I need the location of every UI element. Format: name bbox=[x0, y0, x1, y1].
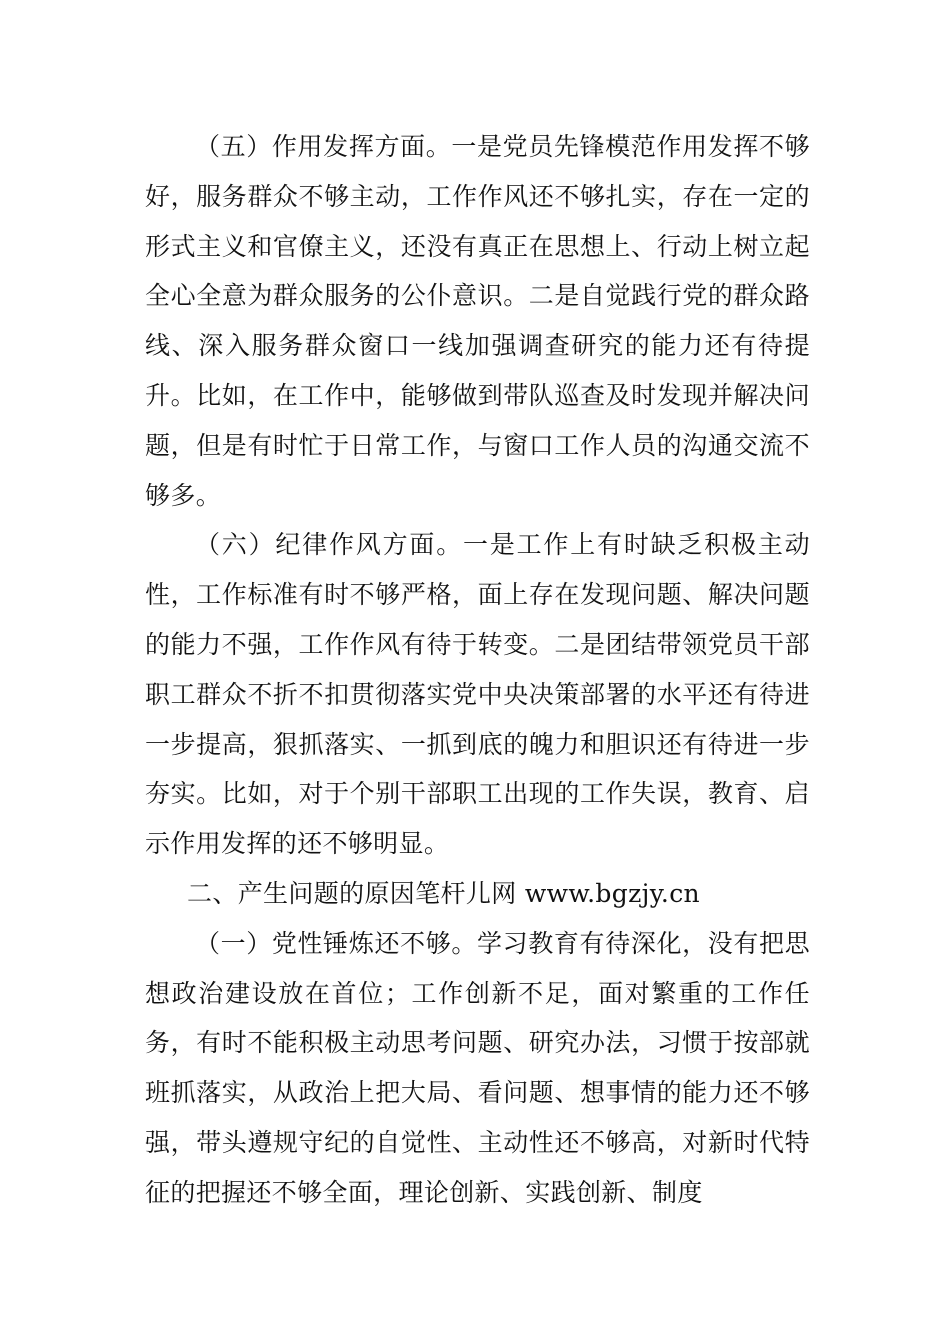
document-body bbox=[145, 122, 810, 1218]
paragraph-discipline-style: （六）纪律作风方面。一是工作上有时缺乏积极主动性，工作标准有时不够严格，面上存在发现问题、解决问题的能力不强，工作作风有待于转变。二是团结带领党员干部职工群众不折不扣贯彻落实党中央决策部署的水平还有待进一步提高，狠抓落实、一抓到底的魄力和胆识还有待进一步夯实。比如，对于个别干部职工出现的工作失误，教育、启示作用发挥的还不够明显。 bbox=[145, 530, 810, 859]
section-heading-causes: 二、产生问题的原因笔杆儿网 www.bgzjy.cn bbox=[187, 878, 701, 908]
paragraph-party-spirit: （一）党性锤炼还不够。学习教育有待深化，没有把思想政治建设放在首位；工作创新不足，面对繁重的工作任务，有时不能积极主动思考问题、研究办法，习惯于按部就班抓落实，从政治上把大局、看问题、想事情的能力还不够强，带头遵规守纪的自觉性、主动性还不够高，对新时代特征的把握还不够全面，理论创新、实践创新、制度 bbox=[145, 928, 810, 1207]
paragraph-work-role: （五）作用发挥方面。一是党员先锋模范作用发挥不够好，服务群众不够主动，工作作风还不够扎实，存在一定的形式主义和官僚主义，还没有真正在思想上、行动上树立起全心全意为群众服务的公仆意识。二是自觉践行党的群众路线、深入服务群众窗口一线加强调查研究的能力还有待提升。比如，在工作中，能够做到带队巡查及时发现并解决问题，但是有时忙于日常工作，与窗口工作人员的沟通交流不够多。 bbox=[145, 132, 810, 510]
